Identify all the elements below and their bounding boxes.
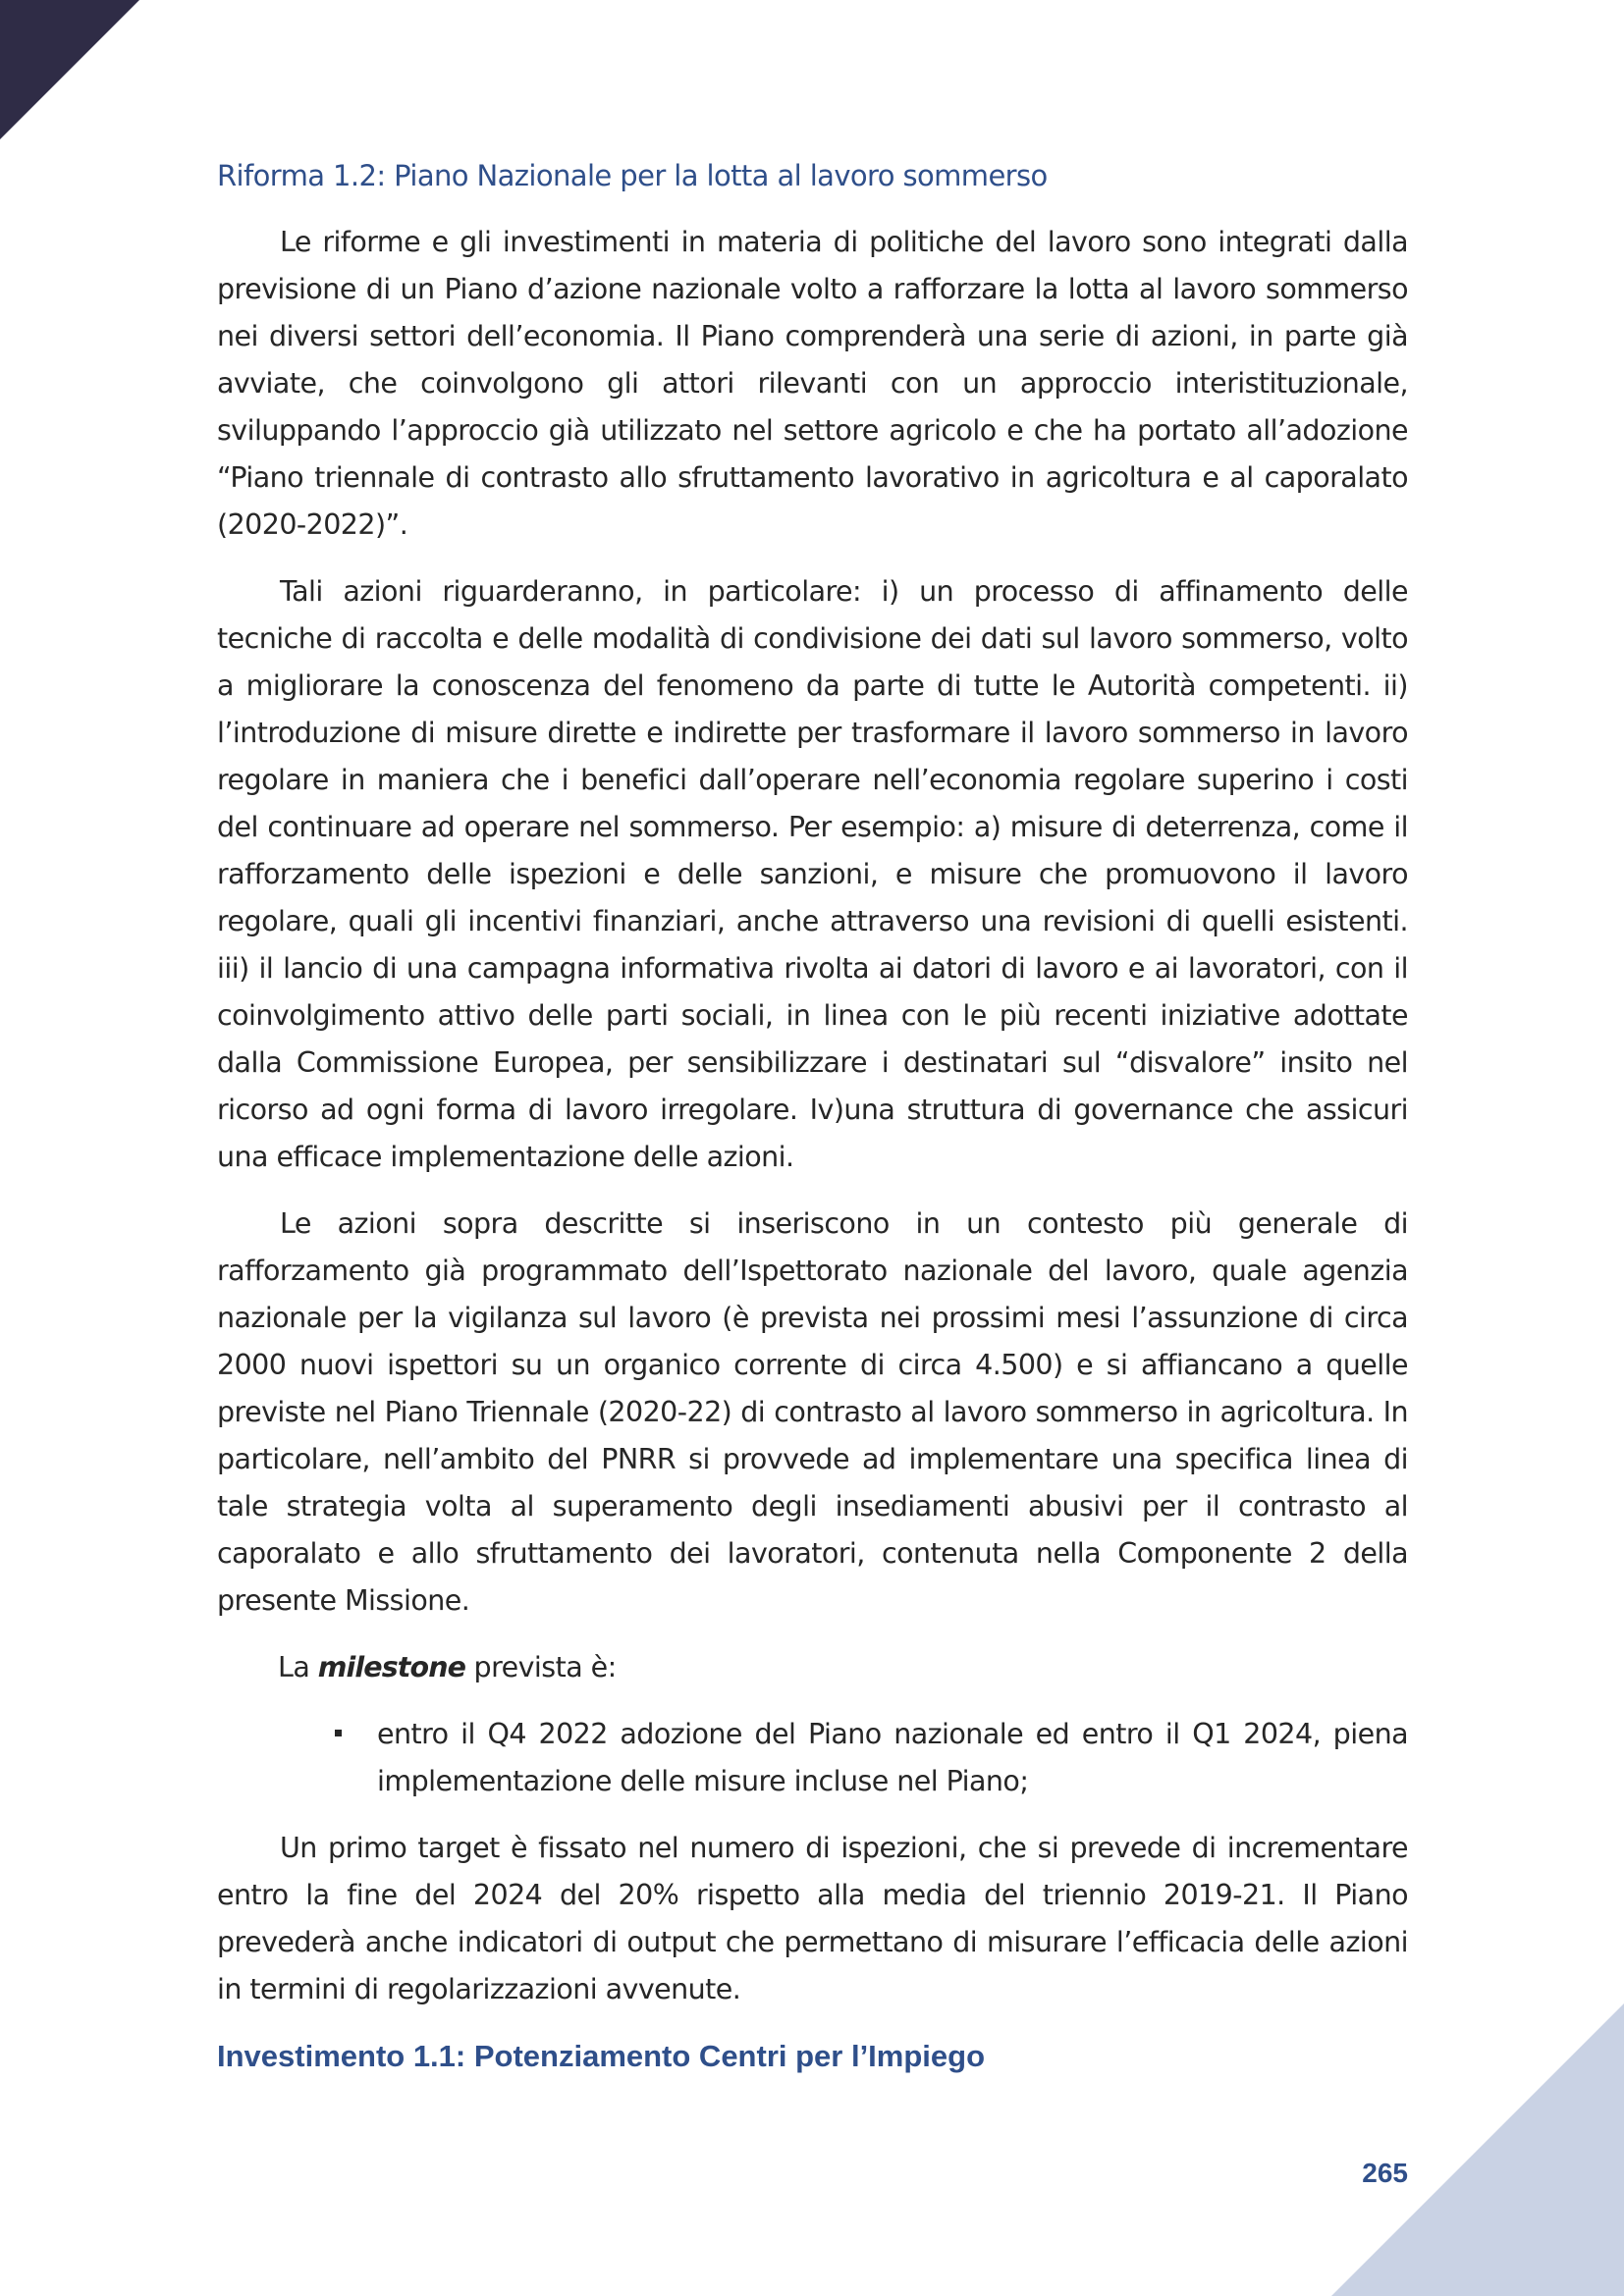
list-item bbox=[377, 1711, 1408, 1805]
milestone-suffix: prevista è: bbox=[473, 1651, 617, 1683]
page-content bbox=[217, 152, 1408, 2080]
milestone-term: milestone bbox=[317, 1651, 466, 1683]
milestone-prefix: La bbox=[278, 1651, 310, 1683]
target-paragraph: Un primo target è fissato nel numero di ispezioni, che si prevede di incrementare entro la fine del 2024 del 20% rispetto alla media del triennio 2019-21. Il Piano prevederà anche indicatori di output che permettano di misurare l’efficacia delle azioni in termini di regolarizzazioni avvenute. bbox=[217, 1832, 1408, 2005]
reform-heading: Riforma 1.2: Piano Nazionale per la lotta al lavoro sommerso bbox=[217, 159, 1048, 192]
page-number: 265 bbox=[1362, 2158, 1408, 2188]
list-item-text: entro il Q4 2022 adozione del Piano nazionale ed entro il Q1 2024, piena implementazione delle misure incluse nel Piano; bbox=[377, 1718, 1408, 1797]
body-paragraph: Tali azioni riguarderanno, in particolare: i) un processo di affinamento delle tecniche di raccolta e delle modalità di condivisione dei dati sul lavoro sommerso, volto a migliorare la conoscenza del fenomeno da parte di tutte le Autorità competenti. ii) l’introduzione di misure dirette e indirette per trasformare il lavoro sommerso in lavoro regolare in maniera che i benefici dall’operare nell’economia regolare superino i costi del continuare ad operare nel sommerso. Per esempio: a) misure di deterrenza, come il rafforzamento delle ispezioni e delle sanzioni, e misure che promuovono il lavoro regolare, quali gli incentivi finanziari, anche attraverso una revisioni di quelli esistenti. iii) il lancio di una campagna informativa rivolta ai datori di lavoro e ai lavoratori, con il coinvolgimento attivo delle parti sociali, in linea con le più recenti iniziative adottate dalla Commissione Europea, per sensibilizzare i destinatari sul “disvalore” insito nel ricorso ad ogni forma di lavoro irregolare. Iv)una struttura di governance che assicuri una efficace implementazione delle azioni. bbox=[217, 575, 1408, 1173]
investment-heading: Investimento 1.1: Potenziamento Centri per l’Impiego bbox=[217, 2039, 986, 2073]
milestone-intro bbox=[217, 1644, 1408, 1691]
square-bullet-icon bbox=[335, 1730, 342, 1736]
body-paragraph: Le riforme e gli investimenti in materia di politiche del lavoro sono integrati dalla previsione di un Piano d’azione nazionale volto a rafforzare la lotta al lavoro sommerso nei diversi settori dell’economia. Il Piano comprenderà una serie di azioni, in parte già avviate, che coinvolgono gli attori rilevanti con un approccio interistituzionale, sviluppando l’approccio già utilizzato nel settore agricolo e che ha portato all’adozione “Piano triennale di contrasto allo sfruttamento lavorativo in agricoltura e al caporalato (2020-2022)”. bbox=[217, 226, 1408, 541]
milestone-list bbox=[217, 1711, 1408, 1805]
body-paragraph: Le azioni sopra descritte si inseriscono in un contesto più generale di rafforzamento già programmato dell’Ispettorato nazionale del lavoro, quale agenzia nazionale per la vigilanza sul lavoro (è prevista nei prossimi mesi l’assunzione di circa 2000 nuovi ispettori su un organico corrente di circa 4.500) e si affiancano a quelle previste nel Piano Triennale (2020-22) di contrasto al lavoro sommerso in agricoltura. In particolare, nell’ambito del PNRR si provvede ad implementare una specifica linea di tale strategia volta al superamento degli insediamenti abusivi per il contrasto al caporalato e allo sfruttamento dei lavoratori, contenuta nella Componente 2 della presente Missione. bbox=[217, 1207, 1408, 1617]
corner-decoration-top-left bbox=[0, 0, 139, 139]
